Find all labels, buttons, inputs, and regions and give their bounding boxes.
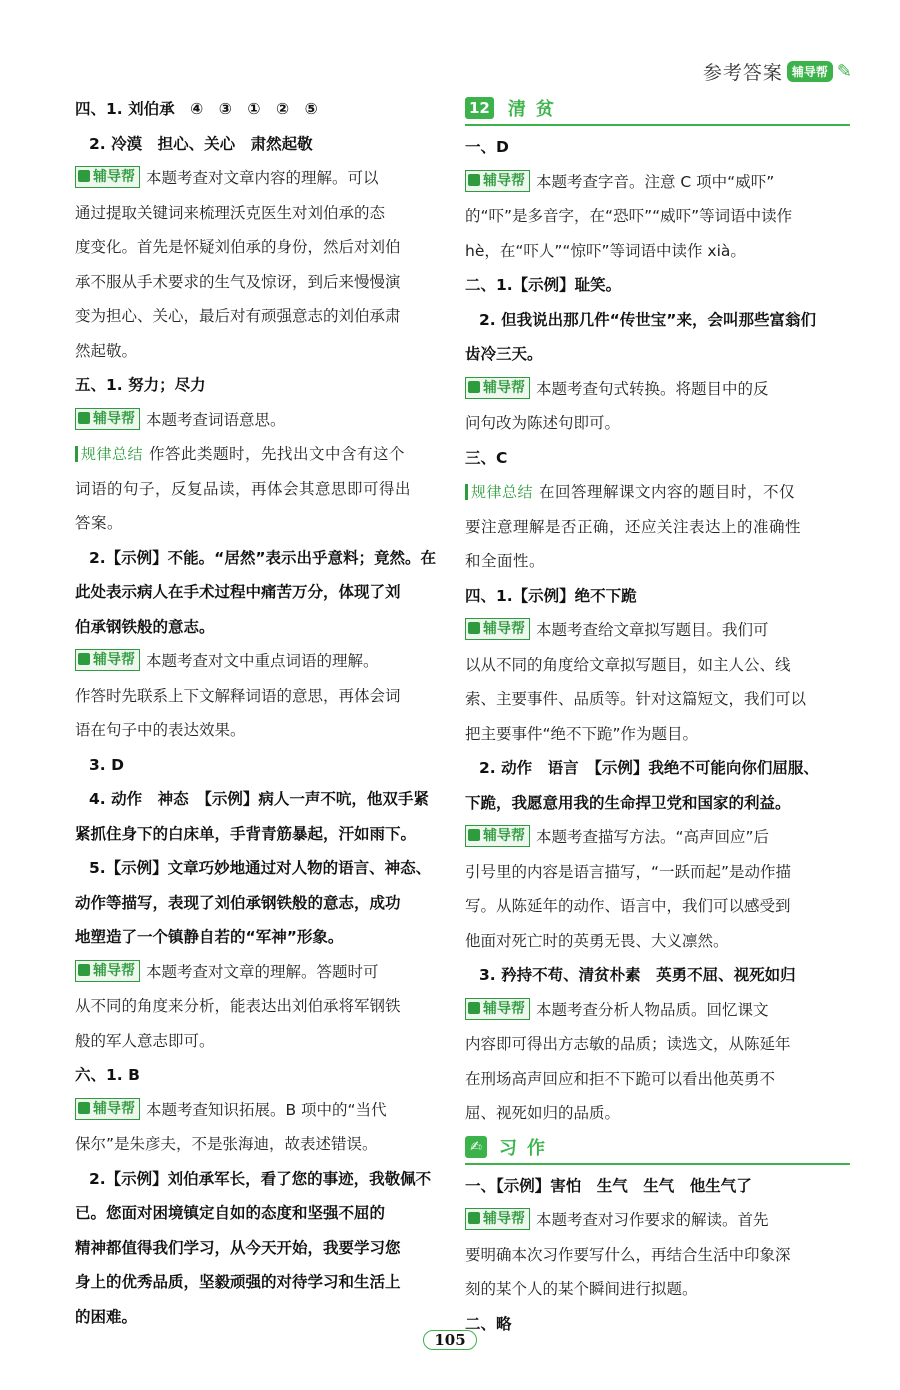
answer-line: 三、C — [465, 448, 508, 467]
explanation-line: 屈、视死如归的品质。 — [465, 1104, 621, 1122]
answer-line: 齿冷三天。 — [465, 345, 543, 363]
book-icon — [78, 412, 90, 424]
book-icon — [468, 1212, 480, 1224]
guide-note-line — [75, 161, 435, 196]
explanation-line: 引号里的内容是语言描写，“一跃而起”是动作描 — [465, 862, 792, 881]
guide-tag-label: 辅导帮 — [93, 410, 135, 427]
answer-line: 2.【示例】刘伯承军长，看了您的事迹，我敬佩不 — [89, 1169, 432, 1188]
book-icon — [78, 1102, 90, 1114]
guide-tag-label: 辅导帮 — [93, 652, 135, 668]
explanation-line: 答案。 — [75, 514, 124, 532]
answer-line: 2. 但我说出那几件“传世宝”来，会叫那些富翁们 — [479, 310, 816, 329]
guide-tag — [465, 618, 530, 640]
rule-summary-label: 规律总结 — [75, 446, 143, 462]
guide-tag-label: 辅导帮 — [93, 169, 135, 185]
guide-tag — [75, 649, 140, 671]
explanation-line: 刻的某个人的某个瞬间进行拟题。 — [465, 1280, 698, 1298]
guide-tag-label: 辅导帮 — [483, 828, 525, 844]
guide-note-text: 本题考查分析人物品质。回忆课文 — [536, 1000, 769, 1019]
header-title: 参考答案 — [702, 62, 783, 84]
explanation-line: 变为担心、关心，最后对有顽强意志的刘伯承肃 — [75, 307, 401, 325]
section-header-xizuo — [465, 1131, 850, 1165]
explanation-line: 作答时先联系上下文解释词语的意思，再体会词 — [75, 686, 401, 705]
pen-icon: ✎ — [836, 61, 852, 82]
page-number: 105 — [0, 1330, 900, 1350]
book-icon — [468, 1002, 480, 1014]
guide-note-line — [465, 165, 850, 200]
book-icon — [78, 170, 90, 182]
answer-line: 3. D — [89, 755, 124, 774]
guide-tag-label: 辅导帮 — [93, 962, 135, 979]
section-title-xizuo: 习作 — [499, 1137, 555, 1159]
guide-tag-label: 辅导帮 — [483, 621, 525, 637]
answer-line: 伯承钢铁般的意志。 — [75, 617, 215, 636]
guide-tag — [75, 166, 140, 188]
explanation-line: 的“吓”是多音字，在“恐吓”“威吓”等词语中读作 — [465, 207, 793, 225]
explanation-line: 从不同的角度来分析，能表达出刘伯承将军钢铁 — [75, 997, 401, 1015]
explanation-line: 通过提取关键词来梳理沃克医生对刘伯承的态 — [75, 203, 386, 222]
lesson-number: 12 — [465, 97, 494, 119]
guide-note-text: 本题考查对文中重点词语的理解。 — [146, 652, 379, 670]
answer-line: 一、【示例】害怕 生气 生气 他生气了 — [465, 1176, 752, 1195]
explanation-line: 在刑场高声回应和拒不下跪可以看出他英勇不 — [465, 1069, 776, 1088]
answer-line: 一、D — [465, 138, 509, 156]
explanation-line: 以从不同的角度给文章拟写题目，如主人公、线 — [465, 655, 791, 674]
answer-line: 动作等描写，表现了刘伯承钢铁般的意志，成功 — [75, 893, 401, 912]
book-icon — [468, 622, 480, 634]
right-answers-1 — [465, 130, 850, 1131]
answer-line: 四、1. 刘伯承 ④ ③ ① ② ⑤ — [75, 100, 318, 118]
guide-note-line — [75, 403, 435, 438]
guide-note-line — [465, 613, 850, 648]
section-header-qingpin — [465, 92, 850, 126]
guide-note-line — [465, 820, 850, 855]
guide-note-text: 本题考查对文章的理解。答题时可 — [146, 962, 379, 981]
guide-note-text: 本题考查字音。注意 C 项中“威吓” — [536, 172, 775, 191]
explanation-line: 写。从陈延年的动作、语言中，我们可以感受到 — [465, 897, 791, 915]
guide-tag-label: 辅导帮 — [93, 1100, 135, 1117]
section-title: 清贫 — [507, 99, 564, 120]
left-column — [75, 92, 435, 1334]
guide-note-text: 本题考查词语意思。 — [146, 410, 286, 429]
answer-line: 此处表示病人在手术过程中痛苦万分，体现了刘 — [75, 583, 401, 601]
explanation-line: hè，在“吓人”“惊吓”等词语中读作 xià。 — [465, 241, 746, 260]
right-answers-2 — [465, 1169, 850, 1342]
guide-tag — [465, 377, 530, 399]
explanation-line: 要注意理解是否正确，还应关注表达上的准确性 — [465, 517, 802, 536]
answer-line: 2.【示例】不能。“居然”表示出乎意料；竟然。在 — [89, 548, 437, 567]
guide-note-text: 本题考查知识拓展。B 项中的“当代 — [146, 1100, 387, 1119]
answer-line: 3. 矜持不苟、清贫朴素 英勇不屈、视死如归 — [479, 966, 796, 984]
guide-note-text: 本题考查给文章拟写题目。我们可 — [536, 621, 769, 639]
guide-note-text: 本题考查句式转换。将题目中的反 — [536, 379, 769, 398]
guide-tag — [75, 960, 140, 982]
page-header — [703, 58, 852, 85]
guide-tag — [465, 170, 530, 192]
guide-tag — [75, 1098, 140, 1120]
guide-note-line — [465, 1203, 850, 1238]
answer-line: 精神都值得我们学习，从今天开始，我要学习您 — [75, 1238, 401, 1257]
explanation-line: 词语的句子，反复品读，再体会其意思即可得出 — [75, 479, 412, 498]
answer-line: 2. 冷漠 担心、关心 肃然起敬 — [89, 134, 313, 153]
guide-note-text: 本题考查描写方法。“高声回应”后 — [536, 828, 770, 846]
answer-line: 二、略 — [465, 1314, 512, 1333]
header-badge: 辅导帮 — [787, 61, 833, 82]
guide-note-text: 本题考查对文章内容的理解。可以 — [146, 169, 379, 187]
explanation-line: 问句改为陈述句即可。 — [465, 414, 621, 432]
rule-summary-text: 在回答理解课文内容的题目时，不仅 — [539, 483, 796, 501]
guide-tag — [465, 1208, 530, 1230]
guide-tag-label: 辅导帮 — [483, 1000, 525, 1017]
book-icon — [78, 653, 90, 665]
explanation-line: 索、主要事件、品质等。针对这篇短文，我们可以 — [465, 690, 807, 708]
answer-line: 六、1. B — [75, 1066, 140, 1084]
explanation-line: 把主要事件“绝不下跪”作为题目。 — [465, 724, 699, 743]
answer-line: 紧抓住身下的白床单，手背青筋暴起，汗如雨下。 — [75, 824, 417, 843]
explanation-line: 承不服从手术要求的生气及惊讶，到后来慢慢演 — [75, 272, 401, 291]
guide-tag — [465, 825, 530, 847]
guide-tag-label: 辅导帮 — [483, 379, 525, 396]
explanation-line: 内容即可得出方志敏的品质；读选文，从陈延年 — [465, 1035, 791, 1053]
guide-note-line — [75, 1093, 435, 1128]
book-icon — [468, 381, 480, 393]
explanation-line: 要明确本次习作要写什么，再结合生活中印象深 — [465, 1245, 791, 1264]
answer-line: 的困难。 — [75, 1307, 138, 1326]
guide-note-line — [465, 372, 850, 407]
rule-summary-label: 规律总结 — [465, 484, 533, 500]
guide-note-line — [75, 955, 435, 990]
guide-note-line — [75, 644, 435, 679]
guide-tag-label: 辅导帮 — [483, 1211, 525, 1227]
answer-line: 2. 动作 语言 【示例】我绝不可能向你们屈服、 — [479, 759, 819, 777]
answer-line: 二、1.【示例】耻笑。 — [465, 276, 622, 294]
answer-line: 5.【示例】文章巧妙地通过对人物的语言、神态、 — [89, 859, 432, 877]
explanation-line: 保尔”是朱彦夫，不是张海迪，故表述错误。 — [75, 1135, 378, 1153]
rule-summary-text: 作答此类题时，先找出文中含有这个 — [149, 445, 406, 463]
answer-line: 4. 动作 神态 【示例】病人一声不吭，他双手紧 — [89, 790, 429, 808]
book-icon — [78, 964, 90, 976]
right-column — [465, 92, 850, 1341]
answer-line: 四、1.【示例】绝不下跪 — [465, 586, 637, 605]
guide-note-line — [465, 993, 850, 1028]
guide-tag — [465, 998, 530, 1020]
explanation-line: 他面对死亡时的英勇无畏、大义凛然。 — [465, 931, 729, 950]
answer-line: 五、1. 努力；尽力 — [75, 376, 206, 394]
guide-tag — [75, 408, 140, 430]
explanation-line: 然起敬。 — [75, 341, 138, 360]
answer-line: 身上的优秀品质，坚毅顽强的对待学习和生活上 — [75, 1273, 401, 1291]
answer-line: 地塑造了一个镇静自若的“军神”形象。 — [75, 928, 344, 946]
answer-line: 已。您面对困境镇定自如的态度和坚强不屈的 — [75, 1204, 386, 1222]
book-icon — [468, 174, 480, 186]
guide-note-text: 本题考查对习作要求的解读。首先 — [536, 1211, 769, 1229]
rule-summary-line — [75, 437, 435, 472]
writing-icon: ✍ — [465, 1136, 487, 1158]
explanation-line: 般的军人意志即可。 — [75, 1031, 215, 1050]
answer-line: 下跪，我愿意用我的生命捍卫党和国家的利益。 — [465, 793, 791, 812]
rule-summary-line — [465, 475, 850, 510]
guide-tag-label: 辅导帮 — [483, 172, 525, 189]
explanation-line: 度变化。首先是怀疑刘伯承的身份，然后对刘伯 — [75, 238, 401, 256]
explanation-line: 和全面性。 — [465, 552, 546, 570]
book-icon — [468, 829, 480, 841]
explanation-line: 语在句子中的表达效果。 — [75, 721, 246, 739]
